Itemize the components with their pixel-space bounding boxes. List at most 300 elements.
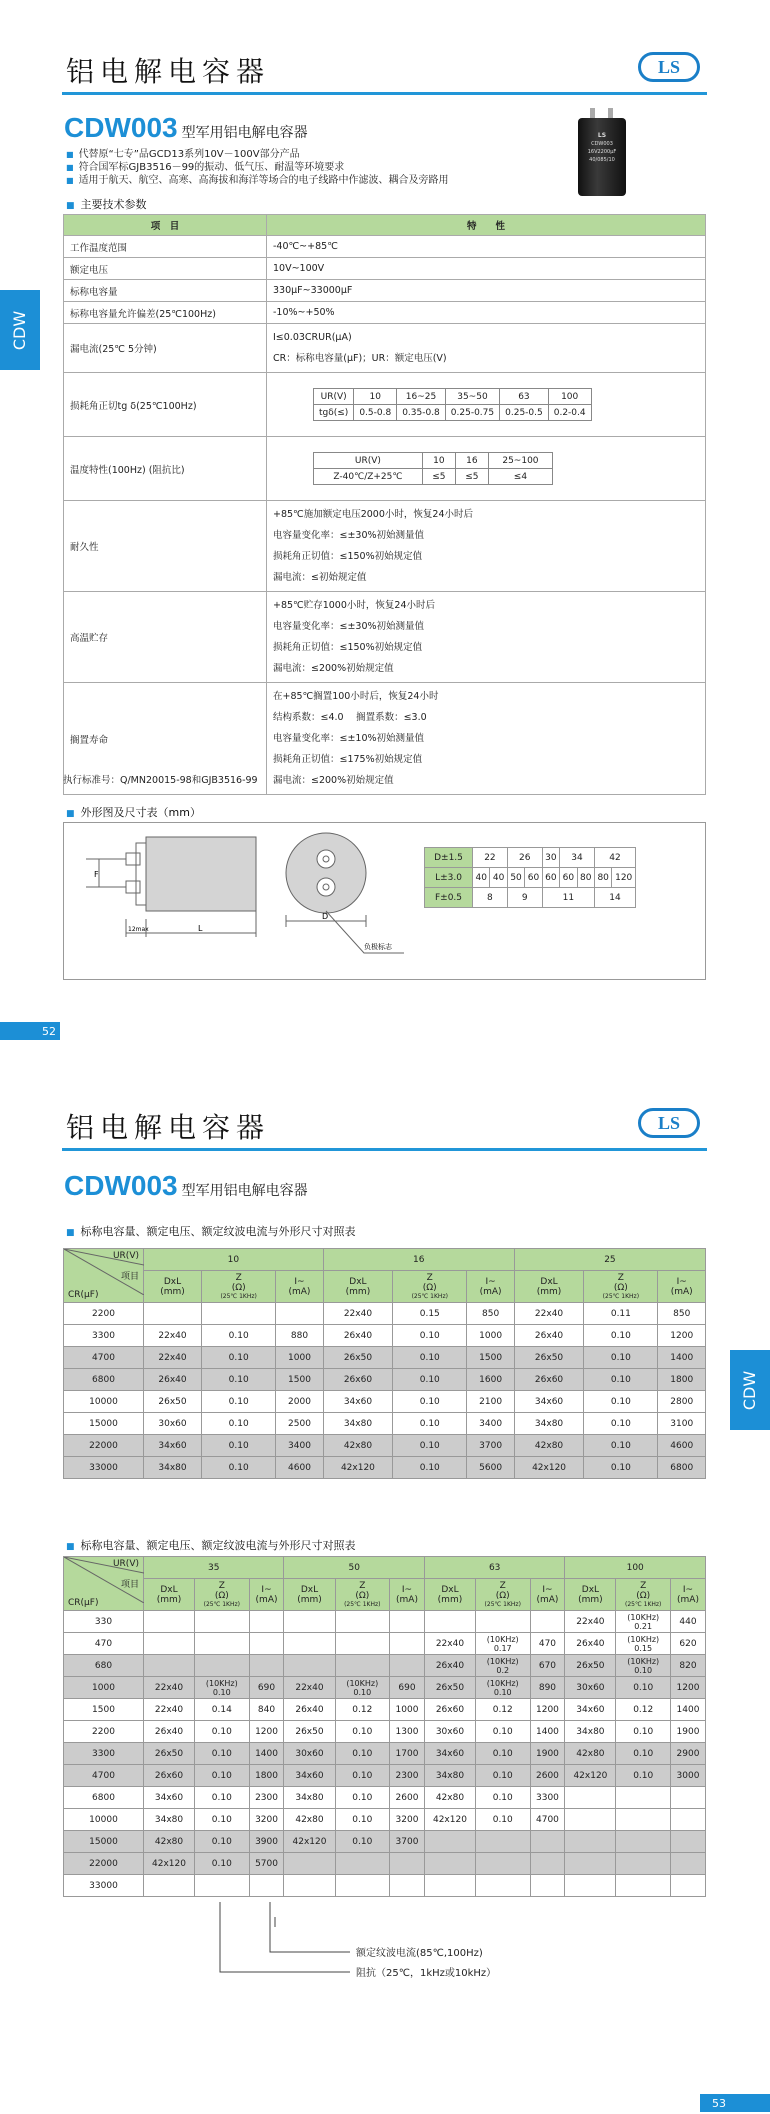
table2-section-title: ■ 标称电容量、额定电压、额定纹波电流与外形尺寸对照表 (66, 1537, 356, 1553)
spec-line: CR：标称电容量(μF)；UR：额定电压(V) (273, 353, 447, 364)
value-cell: (10KHz) 0.15 (616, 1633, 671, 1655)
temp-cell: ≤5 (422, 469, 455, 485)
z-subtitle: (25℃ 1KHz) (411, 1293, 448, 1300)
value-cell: 2300 (390, 1765, 425, 1787)
spec-line: 电容量变化率：≤±30%初始测量值 (273, 530, 425, 541)
value-cell (144, 1611, 195, 1633)
value-cell (670, 1809, 705, 1831)
ur-label: UR(V) (112, 1559, 139, 1569)
value-cell: 34x80 (514, 1413, 583, 1435)
value-cell: 2500 (276, 1413, 323, 1435)
voltage-header: 10 (144, 1249, 324, 1271)
value-cell: 42x120 (514, 1457, 583, 1479)
value-cell: 42x80 (565, 1743, 616, 1765)
value-cell (530, 1875, 565, 1897)
value-cell (475, 1853, 530, 1875)
value-cell (424, 1875, 475, 1897)
value-cell: 0.15 (393, 1303, 467, 1325)
tg-cell: 16~25 (397, 389, 446, 405)
voltage-header: 16 (323, 1249, 514, 1271)
spec-line: I≤0.03CRUR(μA) (273, 332, 352, 343)
value-cell (335, 1611, 390, 1633)
label-d: D (322, 912, 329, 921)
value-cell (144, 1875, 195, 1897)
capacitance-cell: 10000 (64, 1809, 144, 1831)
z-header (584, 1271, 658, 1303)
value-cell: 0.10 (195, 1787, 250, 1809)
feature-item: ■ 适用于航天、航空、高寒、高海拔和海洋等场合的电子线路中作滤波、耦合及旁路用 (66, 174, 449, 187)
dim-cell: 80 (577, 868, 594, 888)
cr-label: CR(μF) (68, 1598, 99, 1608)
feature-item: ■ 代替原“七专”品GCD13系列10V－100V部分产品 (66, 148, 449, 161)
value-cell: 890 (530, 1677, 565, 1699)
value-cell: 850 (467, 1303, 514, 1325)
dxl-header: DxL (mm) (284, 1579, 335, 1611)
voltage-header: 100 (565, 1557, 706, 1579)
value-cell: 0.10 (393, 1347, 467, 1369)
voltage-header: 50 (284, 1557, 424, 1579)
value-cell (670, 1875, 705, 1897)
value-cell (424, 1611, 475, 1633)
value-cell: 0.10 (616, 1721, 671, 1743)
spec-row (64, 302, 706, 324)
side-tab-label: CDW (10, 310, 30, 350)
rating-table-2 (63, 1556, 706, 1897)
spec-value: -10%~+50% (267, 302, 706, 324)
dxl-header: DxL (mm) (514, 1271, 583, 1303)
value-cell: 22x40 (323, 1303, 392, 1325)
value-cell: 42x120 (323, 1457, 392, 1479)
value-cell: 0.10 (584, 1435, 658, 1457)
z-subtitle: (25℃ 1KHz) (484, 1601, 521, 1608)
table-row (64, 1765, 706, 1787)
tg-cell: 100 (548, 389, 591, 405)
value-cell: 0.10 (393, 1325, 467, 1347)
table-row (64, 1325, 706, 1347)
value-cell (530, 1853, 565, 1875)
value-cell: 5600 (467, 1457, 514, 1479)
feature-item: ■ 符合国军标GJB3516－99的振动、低气压、耐温等环境要求 (66, 161, 449, 174)
tg-cell: 0.35-0.8 (397, 405, 446, 421)
value-cell (616, 1787, 671, 1809)
i-header: I~ (mA) (276, 1271, 323, 1303)
value-cell: 0.10 (584, 1413, 658, 1435)
voltage-header: 25 (514, 1249, 705, 1271)
value-cell: 3000 (670, 1765, 705, 1787)
spec-value: 10V~100V (267, 258, 706, 280)
spec-row (64, 236, 706, 258)
title-rule (62, 92, 707, 95)
value-cell: 26x40 (284, 1699, 335, 1721)
capacitance-cell: 33000 (64, 1457, 144, 1479)
value-cell: 4600 (276, 1457, 323, 1479)
photo-spec: 16V2200μF (587, 149, 617, 155)
value-cell: 1000 (467, 1325, 514, 1347)
dim-cell: 120 (612, 868, 636, 888)
value-cell: (10KHz) 0.10 (335, 1677, 390, 1699)
value-cell (249, 1633, 284, 1655)
value-cell: 0.10 (202, 1347, 276, 1369)
temp-cell: 25~100 (488, 453, 552, 469)
model-code: CDW003 (64, 112, 178, 143)
dim-cell: 34 (560, 848, 595, 868)
dim-cell: 8 (473, 888, 508, 908)
capacitance-cell: 10000 (64, 1391, 144, 1413)
value-cell: 3100 (658, 1413, 706, 1435)
value-cell: 0.10 (202, 1325, 276, 1347)
value-cell: 34x60 (514, 1391, 583, 1413)
spec-row (64, 258, 706, 280)
outline-drawing (64, 823, 464, 979)
page-number: 52 (0, 1022, 60, 1040)
spec-value (267, 324, 706, 373)
tg-cell: 0.25-0.5 (500, 405, 549, 421)
value-cell (249, 1655, 284, 1677)
value-cell: 1700 (390, 1743, 425, 1765)
value-cell (424, 1853, 475, 1875)
capacitance-cell: 4700 (64, 1765, 144, 1787)
spec-row (64, 501, 706, 592)
feature-list (66, 148, 449, 187)
model-code: CDW003 (64, 1170, 178, 1201)
value-cell (195, 1875, 250, 1897)
value-cell: 0.10 (475, 1743, 530, 1765)
page-number: 53 (700, 2094, 770, 2112)
value-cell: 0.10 (475, 1809, 530, 1831)
outline-section-title: ■ 外形图及尺寸表（mm） (66, 804, 201, 820)
value-cell: 1000 (390, 1699, 425, 1721)
value-cell: 26x40 (144, 1369, 202, 1391)
value-cell: 2600 (390, 1787, 425, 1809)
dim-cell: 80 (594, 868, 611, 888)
value-cell: 0.12 (335, 1699, 390, 1721)
spec-line: 损耗角正切值：≤150%初始规定值 (273, 551, 423, 562)
value-cell: (10KHz) 0.10 (475, 1677, 530, 1699)
dxl-header: DxL (mm) (144, 1271, 202, 1303)
voltage-header: 35 (144, 1557, 284, 1579)
z-title: Z (Ω) (355, 1581, 370, 1601)
z-title: Z (Ω) (636, 1581, 651, 1601)
header-row-voltage (64, 1557, 706, 1579)
value-cell: 0.10 (195, 1809, 250, 1831)
temp-cell: ≤5 (455, 469, 488, 485)
value-cell: 1600 (467, 1369, 514, 1391)
tg-cell: 0.2-0.4 (548, 405, 591, 421)
dim-cell: 9 (507, 888, 542, 908)
spec-line: +85℃施加额定电压2000小时，恢复24小时后 (273, 509, 473, 520)
dim-cell: 60 (525, 868, 542, 888)
value-cell: 42x120 (565, 1765, 616, 1787)
dim-cell: 60 (542, 868, 559, 888)
temp-cell: 16 (455, 453, 488, 469)
value-cell: 26x50 (424, 1677, 475, 1699)
value-cell (565, 1875, 616, 1897)
value-cell: 42x80 (284, 1809, 335, 1831)
spec-key: 搁置寿命 (64, 683, 267, 795)
table-row (64, 1303, 706, 1325)
value-cell: 42x80 (424, 1787, 475, 1809)
spec-value (267, 501, 706, 592)
dxl-header: DxL (mm) (144, 1579, 195, 1611)
value-cell: 1200 (670, 1677, 705, 1699)
dim-cell: 22 (473, 848, 508, 868)
value-cell (144, 1655, 195, 1677)
z-title: Z (Ω) (613, 1273, 628, 1293)
spec-line: 电容量变化率：≤±10%初始测量值 (273, 733, 425, 744)
value-cell: 22x40 (144, 1347, 202, 1369)
value-cell: 3700 (467, 1435, 514, 1457)
value-cell: 26x50 (514, 1347, 583, 1369)
value-cell: 0.10 (335, 1787, 390, 1809)
dimension-table (424, 847, 636, 908)
temp-cell: Z-40℃/Z+25℃ (314, 469, 423, 485)
value-cell: 34x60 (424, 1743, 475, 1765)
value-cell: 1200 (249, 1721, 284, 1743)
z-title: Z (Ω) (214, 1581, 229, 1601)
value-cell: 0.12 (616, 1699, 671, 1721)
tg-cell: 10 (354, 389, 397, 405)
value-cell (670, 1853, 705, 1875)
i-header: I~ (mA) (530, 1579, 565, 1611)
dim-label: F±0.5 (425, 888, 473, 908)
capacitance-cell: 6800 (64, 1787, 144, 1809)
value-cell: 0.10 (393, 1391, 467, 1413)
spec-value: 330μF~33000μF (267, 280, 706, 302)
value-cell (284, 1633, 335, 1655)
value-cell: 26x60 (144, 1765, 195, 1787)
value-cell: 1800 (249, 1765, 284, 1787)
value-cell (195, 1633, 250, 1655)
value-cell: 0.10 (393, 1413, 467, 1435)
value-cell: 690 (390, 1677, 425, 1699)
spec-line: 结构系数：≤4.0 搁置系数：≤3.0 (273, 712, 427, 723)
spec-key: 标称电容量 (64, 280, 267, 302)
capacitance-cell: 680 (64, 1655, 144, 1677)
value-cell: 1200 (658, 1325, 706, 1347)
dim-row-f (425, 888, 636, 908)
value-cell: 1500 (276, 1369, 323, 1391)
value-cell: 42x80 (144, 1831, 195, 1853)
value-cell: 0.10 (616, 1677, 671, 1699)
item-label: 项目 (120, 1580, 139, 1590)
ls-logo: LS (638, 52, 700, 82)
table-row (64, 1633, 706, 1655)
value-cell (616, 1809, 671, 1831)
value-cell (335, 1853, 390, 1875)
value-cell: 2900 (670, 1743, 705, 1765)
value-cell: 0.10 (335, 1743, 390, 1765)
spec-key: 工作温度范围 (64, 236, 267, 258)
rating-table-1 (63, 1248, 706, 1479)
ls-logo: LS (638, 1108, 700, 1138)
value-cell: 880 (276, 1325, 323, 1347)
value-cell: 34x80 (144, 1457, 202, 1479)
value-cell: 0.10 (195, 1743, 250, 1765)
value-cell (144, 1303, 202, 1325)
z-title: Z (Ω) (495, 1581, 510, 1601)
table-row (64, 1875, 706, 1897)
value-cell (475, 1875, 530, 1897)
page-52 (0, 0, 770, 1055)
label-f: F (94, 870, 99, 879)
value-cell (335, 1633, 390, 1655)
table-row (64, 1435, 706, 1457)
value-cell: 0.11 (584, 1303, 658, 1325)
value-cell: 34x60 (144, 1435, 202, 1457)
value-cell (390, 1853, 425, 1875)
tg-cell: 35~50 (445, 389, 499, 405)
spec-line: 漏电流：≤初始规定值 (273, 572, 367, 583)
value-cell: 0.10 (195, 1765, 250, 1787)
value-cell: 820 (670, 1655, 705, 1677)
z-header (335, 1579, 390, 1611)
value-cell: 34x80 (284, 1787, 335, 1809)
table-row (64, 1677, 706, 1699)
value-cell: 0.10 (584, 1347, 658, 1369)
value-cell (616, 1853, 671, 1875)
value-cell (195, 1611, 250, 1633)
spec-row (64, 437, 706, 501)
value-cell: 26x50 (284, 1721, 335, 1743)
capacitance-cell: 4700 (64, 1347, 144, 1369)
value-cell: 0.10 (584, 1369, 658, 1391)
tg-cell: 0.25-0.75 (445, 405, 499, 421)
spec-value (267, 592, 706, 683)
cr-label: CR(μF) (68, 1290, 99, 1300)
table-row (64, 1787, 706, 1809)
value-cell: 440 (670, 1611, 705, 1633)
spec-key: 额定电压 (64, 258, 267, 280)
value-cell: 1000 (276, 1347, 323, 1369)
page-title: 铝电解电容器 (66, 55, 271, 88)
value-cell: 1400 (249, 1743, 284, 1765)
value-cell (195, 1655, 250, 1677)
temp-cell: 10 (422, 453, 455, 469)
value-cell (335, 1875, 390, 1897)
value-cell: 0.10 (584, 1457, 658, 1479)
value-cell (284, 1853, 335, 1875)
dim-label: D±1.5 (425, 848, 473, 868)
photo-brand: LS (597, 132, 607, 139)
value-cell: 22x40 (514, 1303, 583, 1325)
outline-drawing-box (63, 822, 706, 980)
dim-cell: 11 (542, 888, 594, 908)
value-cell: 0.10 (584, 1325, 658, 1347)
value-cell (530, 1611, 565, 1633)
value-cell (390, 1655, 425, 1677)
temp-cell: UR(V) (314, 453, 423, 469)
z-header (475, 1579, 530, 1611)
value-cell: 2800 (658, 1391, 706, 1413)
value-cell: 0.10 (202, 1413, 276, 1435)
value-cell: 1400 (670, 1699, 705, 1721)
value-cell: 42x120 (424, 1809, 475, 1831)
z-subtitle: (25℃ 1KHz) (220, 1293, 257, 1300)
spec-line: 在+85℃搁置100小时后，恢复24小时 (273, 691, 439, 702)
dim-cell: 42 (594, 848, 635, 868)
value-cell: 1500 (467, 1347, 514, 1369)
value-cell: 0.10 (195, 1831, 250, 1853)
value-cell: 34x80 (565, 1721, 616, 1743)
voltage-header: 63 (424, 1557, 564, 1579)
value-cell: 1400 (658, 1347, 706, 1369)
value-cell: 34x60 (565, 1699, 616, 1721)
value-cell: 0.10 (393, 1435, 467, 1457)
value-cell (249, 1611, 284, 1633)
model-heading (64, 112, 308, 144)
value-cell: 26x50 (323, 1347, 392, 1369)
value-cell: 34x80 (424, 1765, 475, 1787)
capacitance-cell: 330 (64, 1611, 144, 1633)
table-row (64, 1809, 706, 1831)
item-label: 项目 (120, 1272, 139, 1282)
value-cell (390, 1875, 425, 1897)
value-cell: 1900 (670, 1721, 705, 1743)
tg-cell: 0.5-0.8 (354, 405, 397, 421)
capacitance-cell: 3300 (64, 1325, 144, 1347)
value-cell: (10KHz) 0.17 (475, 1633, 530, 1655)
value-cell: 0.10 (616, 1765, 671, 1787)
value-cell (616, 1875, 671, 1897)
corner-cell (64, 1557, 144, 1611)
table-row (64, 1413, 706, 1435)
dxl-header: DxL (mm) (565, 1579, 616, 1611)
value-cell: 1900 (530, 1743, 565, 1765)
z-header (616, 1579, 671, 1611)
label-lead: 12max (128, 926, 149, 933)
value-cell: 0.10 (393, 1457, 467, 1479)
dim-label: L±3.0 (425, 868, 473, 888)
table-row (64, 1457, 706, 1479)
value-cell (284, 1611, 335, 1633)
temp-cell: ≤4 (488, 469, 552, 485)
value-cell: 30x60 (284, 1743, 335, 1765)
value-cell: 0.10 (195, 1853, 250, 1875)
value-cell: 850 (658, 1303, 706, 1325)
value-cell (670, 1787, 705, 1809)
value-cell: 0.10 (335, 1831, 390, 1853)
value-cell: 0.10 (616, 1743, 671, 1765)
value-cell: 0.10 (475, 1721, 530, 1743)
spec-header-char: 特 性 (267, 215, 706, 236)
value-cell: 4600 (658, 1435, 706, 1457)
table-row (64, 1743, 706, 1765)
spec-line: +85℃贮存1000小时，恢复24小时后 (273, 600, 435, 611)
spec-key: 损耗角正切tg δ(25℃100Hz) (64, 373, 267, 437)
z-header (195, 1579, 250, 1611)
table-row (64, 1853, 706, 1875)
tg-table (313, 388, 592, 421)
spec-key: 漏电流(25℃ 5分钟) (64, 324, 267, 373)
value-cell: 26x40 (565, 1633, 616, 1655)
value-cell: 3400 (467, 1413, 514, 1435)
value-cell: 5700 (249, 1853, 284, 1875)
value-cell: 0.10 (475, 1787, 530, 1809)
value-cell: 3400 (276, 1435, 323, 1457)
value-cell: 1300 (390, 1721, 425, 1743)
value-cell: 6800 (658, 1457, 706, 1479)
z-subtitle: (25℃ 1KHz) (344, 1601, 381, 1608)
value-cell: 0.10 (335, 1809, 390, 1831)
dim-cell: 14 (594, 888, 635, 908)
z-subtitle: (25℃ 1KHz) (203, 1601, 240, 1608)
value-cell: (10KHz) 0.10 (195, 1677, 250, 1699)
value-cell: 22x40 (424, 1633, 475, 1655)
model-desc: 型军用铝电解电容器 (181, 124, 308, 140)
label-mark: 负极标志 (364, 943, 392, 951)
i-header: I~ (mA) (658, 1271, 706, 1303)
value-cell: 0.10 (202, 1369, 276, 1391)
